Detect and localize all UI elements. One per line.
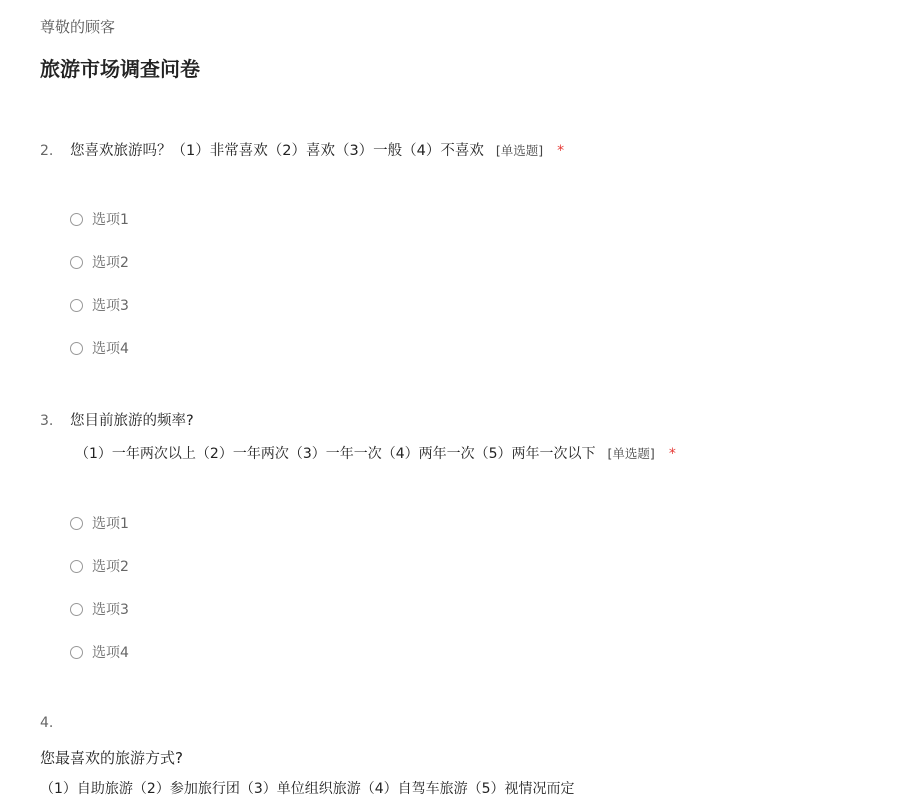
question-4-text: 您最喜欢的旅游方式? — [40, 749, 183, 767]
option-label: 选项4 — [92, 645, 129, 661]
option-label: 选项1 — [92, 212, 129, 228]
option-label: 选项3 — [92, 298, 129, 314]
radio-button[interactable] — [70, 299, 83, 312]
question-3-subtext — [75, 443, 676, 463]
q3-option-3[interactable] — [70, 599, 129, 619]
option-label: 选项2 — [92, 559, 129, 575]
question-type-tag: [单选题] — [607, 446, 655, 461]
question-number: 3. — [40, 413, 54, 429]
option-label: 选项4 — [92, 341, 129, 357]
question-4-number: 4. — [40, 715, 54, 731]
option-label: 选项1 — [92, 516, 129, 532]
radio-button[interactable] — [70, 560, 83, 573]
q2-option-3[interactable] — [70, 295, 129, 315]
q3-option-2[interactable] — [70, 556, 129, 576]
question-text: 您目前旅游的频率? — [70, 413, 194, 429]
radio-button[interactable] — [70, 256, 83, 269]
question-4-subtext: （1）自助旅游（2）参加旅行团（3）单位组织旅游（4）自驾车旅游（5）视情况而定 — [40, 781, 575, 797]
question-number: 2. — [40, 143, 54, 159]
radio-button[interactable] — [70, 646, 83, 659]
q2-option-2[interactable] — [70, 252, 129, 272]
radio-button[interactable] — [70, 342, 83, 355]
q3-option-4[interactable] — [70, 642, 129, 662]
option-label: 选项2 — [92, 255, 129, 271]
required-mark: * — [668, 446, 676, 462]
option-label: 选项3 — [92, 602, 129, 618]
question-type-tag: [单选题] — [495, 143, 544, 158]
q3-option-1[interactable] — [70, 513, 129, 533]
survey-greeting: 尊敬的顾客 — [40, 18, 116, 36]
question-subtext: （1）一年两次以上（2）一年两次（3）一年一次（4）两年一次（5）两年一次以下 — [75, 446, 596, 462]
radio-button[interactable] — [70, 517, 83, 530]
radio-button[interactable] — [70, 603, 83, 616]
required-mark: * — [557, 143, 565, 159]
question-3 — [40, 409, 194, 430]
survey-title: 旅游市场调查问卷 — [40, 57, 200, 81]
question-2 — [40, 139, 564, 160]
question-text: 您喜欢旅游吗？（1）非常喜欢（2）喜欢（3）一般（4）不喜欢 — [70, 143, 484, 159]
radio-button[interactable] — [70, 213, 83, 226]
q2-option-1[interactable] — [70, 209, 129, 229]
q2-option-4[interactable] — [70, 338, 129, 358]
